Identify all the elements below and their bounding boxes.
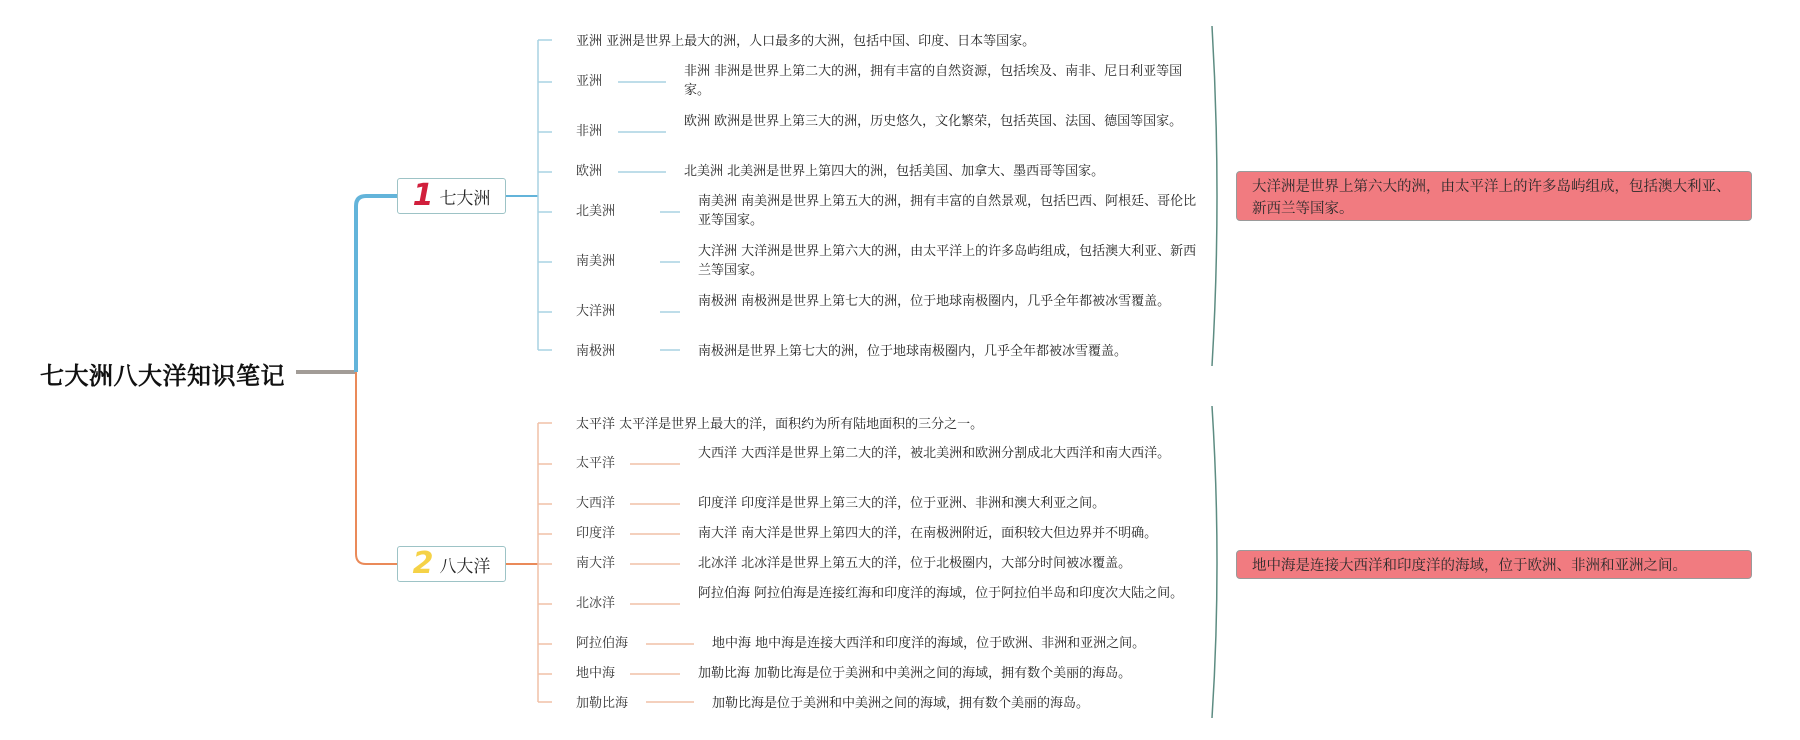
branch-oceans[interactable] [397, 546, 506, 582]
ocean-callout: 地中海是连接大西洋和印度洋的海域，位于欧洲、非洲和亚洲之间。 [1236, 550, 1752, 579]
ocean-label[interactable]: 印度洋 [576, 526, 616, 541]
branch-connector-oceans [356, 372, 397, 564]
ocean-description: 北冰洋 北冰洋是世界上第五大的洋，位于北极圈内，大部分时间被冰覆盖。 [698, 556, 1132, 571]
continent-description: 南极洲 南极洲是世界上第七大的洲，位于地球南极圈内，几乎全年都被冰雪覆盖。 [698, 294, 1171, 309]
branch-continents[interactable] [397, 178, 506, 214]
branch-number-1: 1 [412, 178, 434, 213]
ocean-description: 太平洋 太平洋是世界上最大的洋，面积约为所有陆地面积的三分之一。 [576, 417, 984, 432]
continent-callout: 大洋洲是世界上第六大的洲，由太平洋上的许多岛屿组成，包括澳大利亚、新西兰等国家。 [1236, 171, 1752, 221]
ocean-description: 大西洋 大西洋是世界上第二大的洋，被北美洲和欧洲分割成北大西洋和南大西洋。 [698, 446, 1171, 461]
branch-label-oceans: 八大洋 [439, 556, 491, 577]
ocean-description: 印度洋 印度洋是世界上第三大的洋，位于亚洲、非洲和澳大利亚之间。 [698, 496, 1106, 511]
continent-label[interactable]: 非洲 [576, 124, 603, 139]
continent-label[interactable]: 欧洲 [576, 164, 603, 179]
continent-label[interactable]: 南美洲 [576, 254, 616, 269]
branch-label-continents: 七大洲 [439, 188, 491, 209]
continent-description: 北美洲 北美洲是世界上第四大的洲，包括美国、加拿大、墨西哥等国家。 [684, 164, 1105, 179]
ocean-description: 加勒比海是位于美洲和中美洲之间的海域，拥有数个美丽的海岛。 [712, 696, 1090, 711]
ocean-summary-bracket [1212, 406, 1217, 718]
ocean-label[interactable]: 阿拉伯海 [576, 636, 629, 651]
continent-description: 欧洲 欧洲是世界上第三大的洲，历史悠久，文化繁荣，包括英国、法国、德国等国家。 [684, 114, 1183, 129]
root-topic: 七大洲八大洋知识笔记 [40, 362, 285, 390]
continent-description: 南极洲是世界上第七大的洲，位于地球南极圈内，几乎全年都被冰雪覆盖。 [698, 344, 1128, 359]
ocean-description: 阿拉伯海 阿拉伯海是连接红海和印度洋的海域，位于阿拉伯半岛和印度次大陆之间。 [698, 586, 1184, 601]
continent-description: 南美洲 南美洲是世界上第五大的洲，拥有丰富的自然景观，包括巴西、阿根廷、哥伦比亚等国家。 [698, 194, 1197, 228]
continent-summary-bracket [1212, 26, 1217, 366]
continent-label[interactable]: 大洋洲 [576, 304, 616, 319]
ocean-label[interactable]: 太平洋 [576, 456, 616, 471]
continent-label[interactable]: 亚洲 [576, 74, 603, 89]
ocean-label[interactable]: 地中海 [576, 666, 616, 681]
branch-connector-continents [356, 196, 397, 372]
ocean-description: 地中海 地中海是连接大西洋和印度洋的海域，位于欧洲、非洲和亚洲之间。 [712, 636, 1146, 651]
ocean-label[interactable]: 南大洋 [576, 556, 616, 571]
continent-label[interactable]: 南极洲 [576, 344, 616, 359]
branch-number-2: 2 [412, 546, 434, 581]
continent-description: 亚洲 亚洲是世界上最大的洲，人口最多的大洲，包括中国、印度、日本等国家。 [576, 34, 1036, 49]
ocean-label[interactable]: 加勒比海 [576, 696, 629, 711]
ocean-label[interactable]: 北冰洋 [576, 596, 616, 611]
ocean-label[interactable]: 大西洋 [576, 496, 616, 511]
continent-description: 大洋洲 大洋洲是世界上第六大的洲，由太平洋上的许多岛屿组成，包括澳大利亚、新西兰等国家。 [698, 244, 1197, 278]
continent-description: 非洲 非洲是世界上第二大的洲，拥有丰富的自然资源，包括埃及、南非、尼日利亚等国家。 [684, 64, 1183, 98]
ocean-description: 南大洋 南大洋是世界上第四大的洋，在南极洲附近，面积较大但边界并不明确。 [698, 526, 1158, 541]
ocean-description: 加勒比海 加勒比海是位于美洲和中美洲之间的海域，拥有数个美丽的海岛。 [698, 666, 1132, 681]
continent-label[interactable]: 北美洲 [576, 204, 616, 219]
